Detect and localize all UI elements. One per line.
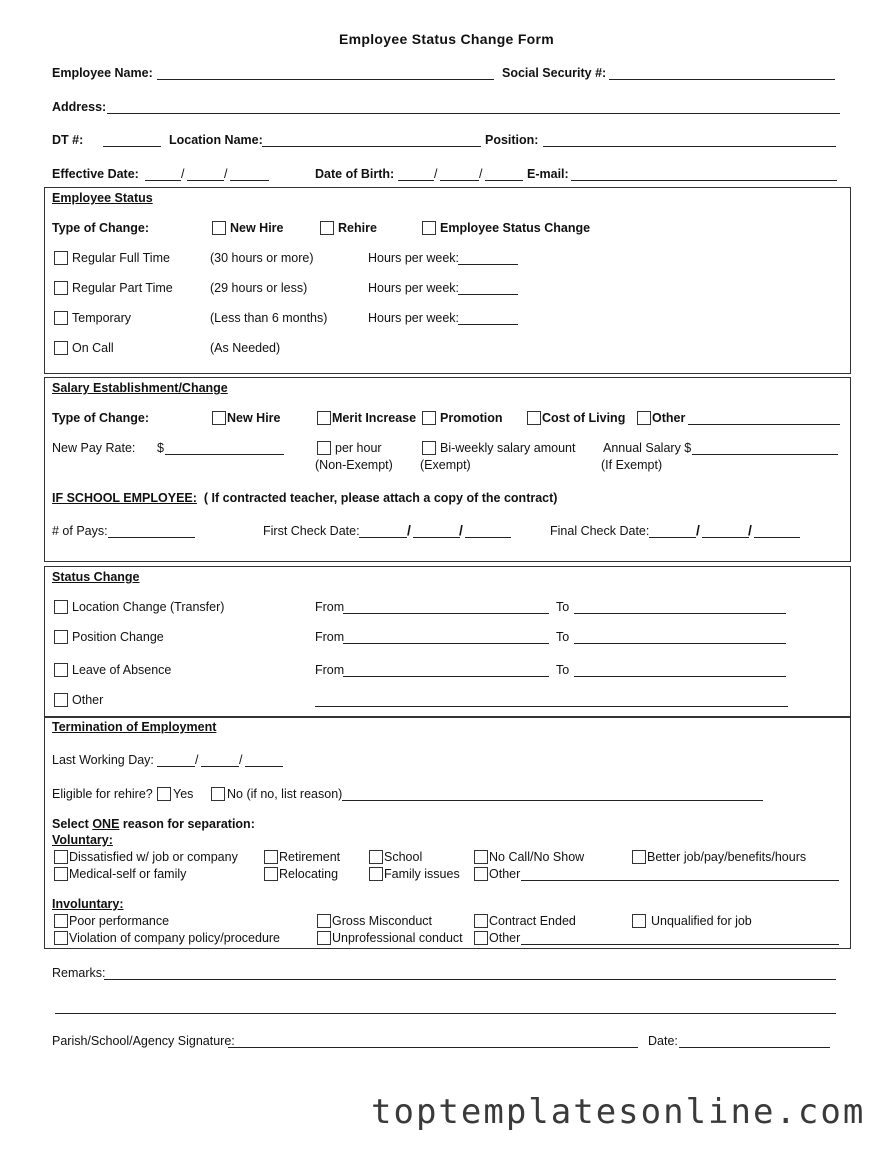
num-pays-label: # of Pays: bbox=[52, 524, 108, 538]
rehire-no-checkbox[interactable] bbox=[211, 787, 225, 801]
no-call-no-show-checkbox[interactable] bbox=[474, 850, 488, 864]
final-check-year[interactable] bbox=[754, 537, 800, 538]
family-issues-checkbox[interactable] bbox=[369, 867, 383, 881]
per-hour-checkbox[interactable] bbox=[317, 441, 331, 455]
final-check-day[interactable] bbox=[702, 537, 749, 538]
promotion-label: Promotion bbox=[440, 411, 503, 425]
voluntary-other-checkbox[interactable] bbox=[474, 867, 488, 881]
remarks-label: Remarks: bbox=[52, 966, 106, 980]
employee-status-heading: Employee Status bbox=[52, 191, 153, 205]
status-other-label: Other bbox=[72, 693, 104, 707]
merit-increase-label: Merit Increase bbox=[332, 411, 417, 425]
gross-misconduct-label: Gross Misconduct bbox=[332, 914, 433, 928]
last-working-day-label: Last Working Day: bbox=[52, 753, 154, 767]
employee-name-label: Employee Name: bbox=[52, 66, 153, 80]
gross-misconduct-checkbox[interactable] bbox=[317, 914, 331, 928]
regular-part-time-checkbox[interactable] bbox=[54, 281, 68, 295]
part-time-hours-label: Hours per week: bbox=[368, 281, 460, 295]
if-exempt-label: (If Exempt) bbox=[601, 458, 663, 472]
regular-part-time-label: Regular Part Time bbox=[72, 281, 173, 295]
no-call-no-show-label: No Call/No Show bbox=[489, 850, 585, 864]
salary-heading: Salary Establishment/Change bbox=[52, 381, 228, 395]
new-pay-rate-field[interactable] bbox=[165, 454, 284, 455]
leave-to-field[interactable] bbox=[574, 676, 786, 677]
involuntary-heading: Involuntary: bbox=[52, 897, 124, 911]
policy-violation-checkbox[interactable] bbox=[54, 931, 68, 945]
regular-full-time-checkbox[interactable] bbox=[54, 251, 68, 265]
leave-of-absence-label: Leave of Absence bbox=[72, 663, 172, 677]
dob-label: Date of Birth: bbox=[315, 167, 395, 181]
regular-full-time-desc: (30 hours or more) bbox=[210, 251, 314, 265]
position-to-field[interactable] bbox=[574, 643, 786, 644]
address-label: Address: bbox=[52, 100, 107, 114]
school-employee-label: IF SCHOOL EMPLOYEE: bbox=[52, 491, 197, 505]
final-check-date-label: Final Check Date: bbox=[550, 524, 650, 538]
effective-date-month[interactable] bbox=[145, 180, 181, 181]
rehire-reason-field[interactable] bbox=[342, 800, 763, 801]
effective-date-year[interactable] bbox=[230, 180, 269, 181]
last-day-month[interactable] bbox=[157, 766, 195, 767]
school-label: School bbox=[384, 850, 423, 864]
ssn-label: Social Security #: bbox=[502, 66, 607, 80]
involuntary-other-checkbox[interactable] bbox=[474, 931, 488, 945]
site-watermark: toptemplatesonline.com bbox=[371, 1092, 866, 1132]
position-field[interactable] bbox=[543, 146, 836, 147]
dob-day[interactable] bbox=[440, 180, 479, 181]
rehire-yes-checkbox[interactable] bbox=[157, 787, 171, 801]
better-job-checkbox[interactable] bbox=[632, 850, 646, 864]
status-change-section bbox=[44, 566, 851, 718]
select-one-word: ONE bbox=[92, 817, 120, 831]
on-call-desc: (As Needed) bbox=[210, 341, 281, 355]
on-call-checkbox[interactable] bbox=[54, 341, 68, 355]
email-label: E-mail: bbox=[527, 167, 569, 181]
full-time-hours-field[interactable] bbox=[458, 264, 518, 265]
position-label: Position: bbox=[485, 133, 539, 147]
first-check-day[interactable] bbox=[413, 537, 460, 538]
first-check-year[interactable] bbox=[465, 537, 511, 538]
employee-status-change-checkbox[interactable] bbox=[422, 221, 436, 235]
leave-to-label: To bbox=[556, 663, 570, 677]
position-to-label: To bbox=[556, 630, 570, 644]
non-exempt-label: (Non-Exempt) bbox=[315, 458, 393, 472]
medical-checkbox[interactable] bbox=[54, 867, 68, 881]
first-check-date-label: First Check Date: bbox=[263, 524, 360, 538]
retirement-label: Retirement bbox=[279, 850, 341, 864]
effective-date-day[interactable] bbox=[187, 180, 224, 181]
final-check-month[interactable] bbox=[649, 537, 696, 538]
unprofessional-conduct-label: Unprofessional conduct bbox=[332, 931, 463, 945]
dob-year[interactable] bbox=[485, 180, 523, 181]
voluntary-other-field[interactable] bbox=[521, 880, 839, 881]
remarks-field-line-1[interactable] bbox=[104, 979, 836, 980]
rehire-no-label: No (if no, list reason) bbox=[227, 787, 343, 801]
position-change-checkbox[interactable] bbox=[54, 630, 68, 644]
ssn-field[interactable] bbox=[609, 79, 835, 80]
merit-increase-checkbox[interactable] bbox=[317, 411, 331, 425]
email-field[interactable] bbox=[571, 180, 837, 181]
termination-heading: Termination of Employment bbox=[52, 720, 217, 734]
per-hour-label: per hour bbox=[335, 441, 382, 455]
new-hire-checkbox[interactable] bbox=[212, 221, 226, 235]
regular-full-time-label: Regular Full Time bbox=[72, 251, 170, 265]
salary-other-checkbox[interactable] bbox=[637, 411, 651, 425]
employee-name-field[interactable] bbox=[157, 79, 494, 80]
location-to-label: To bbox=[556, 600, 570, 614]
temporary-hours-field[interactable] bbox=[458, 324, 518, 325]
salary-type-of-change-label: Type of Change: bbox=[52, 411, 149, 425]
relocating-label: Relocating bbox=[279, 867, 339, 881]
signature-field[interactable] bbox=[228, 1047, 638, 1048]
salary-other-field[interactable] bbox=[688, 424, 840, 425]
signature-date-field[interactable] bbox=[679, 1047, 830, 1048]
dt-field[interactable] bbox=[103, 146, 161, 147]
salary-other-label: Other bbox=[652, 411, 686, 425]
status-change-heading: Status Change bbox=[52, 570, 140, 584]
location-to-field[interactable] bbox=[574, 613, 786, 614]
poor-performance-checkbox[interactable] bbox=[54, 914, 68, 928]
effective-date-label: Effective Date: bbox=[52, 167, 139, 181]
contract-ended-checkbox[interactable] bbox=[474, 914, 488, 928]
poor-performance-label: Poor performance bbox=[69, 914, 170, 928]
biweekly-label: Bi-weekly salary amount bbox=[440, 441, 576, 455]
employee-status-change-label: Employee Status Change bbox=[440, 221, 591, 235]
temporary-checkbox[interactable] bbox=[54, 311, 68, 325]
unprofessional-conduct-checkbox[interactable] bbox=[317, 931, 331, 945]
page-title: Employee Status Change Form bbox=[339, 31, 555, 47]
dt-label: DT #: bbox=[52, 133, 84, 147]
rehire-checkbox[interactable] bbox=[320, 221, 334, 235]
location-from-field[interactable] bbox=[343, 613, 549, 614]
last-day-day[interactable] bbox=[201, 766, 239, 767]
leave-of-absence-checkbox[interactable] bbox=[54, 663, 68, 677]
select-one-reason-label bbox=[52, 817, 255, 831]
rehire-label: Rehire bbox=[338, 221, 377, 235]
promotion-checkbox[interactable] bbox=[422, 411, 436, 425]
involuntary-other-field[interactable] bbox=[521, 944, 839, 945]
address-field[interactable] bbox=[107, 113, 840, 114]
school-checkbox[interactable] bbox=[369, 850, 383, 864]
annual-salary-label: Annual Salary $ bbox=[603, 441, 692, 455]
dissatisfied-checkbox[interactable] bbox=[54, 850, 68, 864]
relocating-checkbox[interactable] bbox=[264, 867, 278, 881]
school-employee-instructions: ( If contracted teacher, please attach a copy of the contract) bbox=[203, 491, 558, 505]
regular-part-time-desc: (29 hours or less) bbox=[210, 281, 308, 295]
position-from-field[interactable] bbox=[343, 643, 549, 644]
exempt-label: (Exempt) bbox=[420, 458, 471, 472]
annual-salary-field[interactable] bbox=[692, 454, 838, 455]
select-prefix: Select bbox=[52, 817, 93, 831]
family-issues-label: Family issues bbox=[384, 867, 460, 881]
dob-month[interactable] bbox=[398, 180, 434, 181]
unqualified-checkbox[interactable] bbox=[632, 914, 646, 928]
location-name-label: Location Name: bbox=[169, 133, 263, 147]
policy-violation-label: Violation of company policy/procedure bbox=[69, 931, 281, 945]
location-change-checkbox[interactable] bbox=[54, 600, 68, 614]
contract-ended-label: Contract Ended bbox=[489, 914, 576, 928]
involuntary-other-label: Other bbox=[489, 931, 521, 945]
better-job-label: Better job/pay/benefits/hours bbox=[647, 850, 807, 864]
voluntary-other-label: Other bbox=[489, 867, 521, 881]
temporary-label: Temporary bbox=[72, 311, 132, 325]
new-pay-rate-label: New Pay Rate: bbox=[52, 441, 136, 455]
retirement-checkbox[interactable] bbox=[264, 850, 278, 864]
signature-label: Parish/School/Agency Signature: bbox=[52, 1034, 235, 1048]
num-pays-field[interactable] bbox=[108, 537, 195, 538]
medical-label: Medical-self or family bbox=[69, 867, 187, 881]
location-from-label: From bbox=[315, 600, 345, 614]
unqualified-label: Unqualified for job bbox=[651, 914, 752, 928]
salary-new-hire-label: New Hire bbox=[227, 411, 281, 425]
leave-from-label: From bbox=[315, 663, 345, 677]
part-time-hours-field[interactable] bbox=[458, 294, 518, 295]
status-other-checkbox[interactable] bbox=[54, 693, 68, 707]
temporary-hours-label: Hours per week: bbox=[368, 311, 460, 325]
signature-date-label: Date: bbox=[648, 1034, 678, 1048]
leave-from-field[interactable] bbox=[343, 676, 549, 677]
select-suffix: reason for separation: bbox=[119, 817, 255, 831]
type-of-change-label: Type of Change: bbox=[52, 221, 149, 235]
remarks-field-line-2[interactable] bbox=[55, 1013, 836, 1014]
pay-rate-dollar: $ bbox=[157, 441, 164, 455]
new-hire-label: New Hire bbox=[230, 221, 284, 235]
eligible-rehire-label: Eligible for rehire? bbox=[52, 787, 153, 801]
cost-of-living-label: Cost of Living bbox=[542, 411, 626, 425]
voluntary-heading: Voluntary: bbox=[52, 833, 113, 847]
school-employee-note bbox=[52, 491, 557, 505]
full-time-hours-label: Hours per week: bbox=[368, 251, 460, 265]
last-day-year[interactable] bbox=[245, 766, 283, 767]
salary-new-hire-checkbox[interactable] bbox=[212, 411, 226, 425]
cost-of-living-checkbox[interactable] bbox=[527, 411, 541, 425]
status-other-field[interactable] bbox=[315, 706, 788, 707]
dissatisfied-label: Dissatisfied w/ job or company bbox=[69, 850, 238, 864]
rehire-yes-label: Yes bbox=[173, 787, 194, 801]
position-change-label: Position Change bbox=[72, 630, 164, 644]
on-call-label: On Call bbox=[72, 341, 114, 355]
first-check-month[interactable] bbox=[359, 537, 407, 538]
location-change-label: Location Change (Transfer) bbox=[72, 600, 225, 614]
location-name-field[interactable] bbox=[262, 146, 481, 147]
position-from-label: From bbox=[315, 630, 345, 644]
biweekly-checkbox[interactable] bbox=[422, 441, 436, 455]
temporary-desc: (Less than 6 months) bbox=[210, 311, 328, 325]
